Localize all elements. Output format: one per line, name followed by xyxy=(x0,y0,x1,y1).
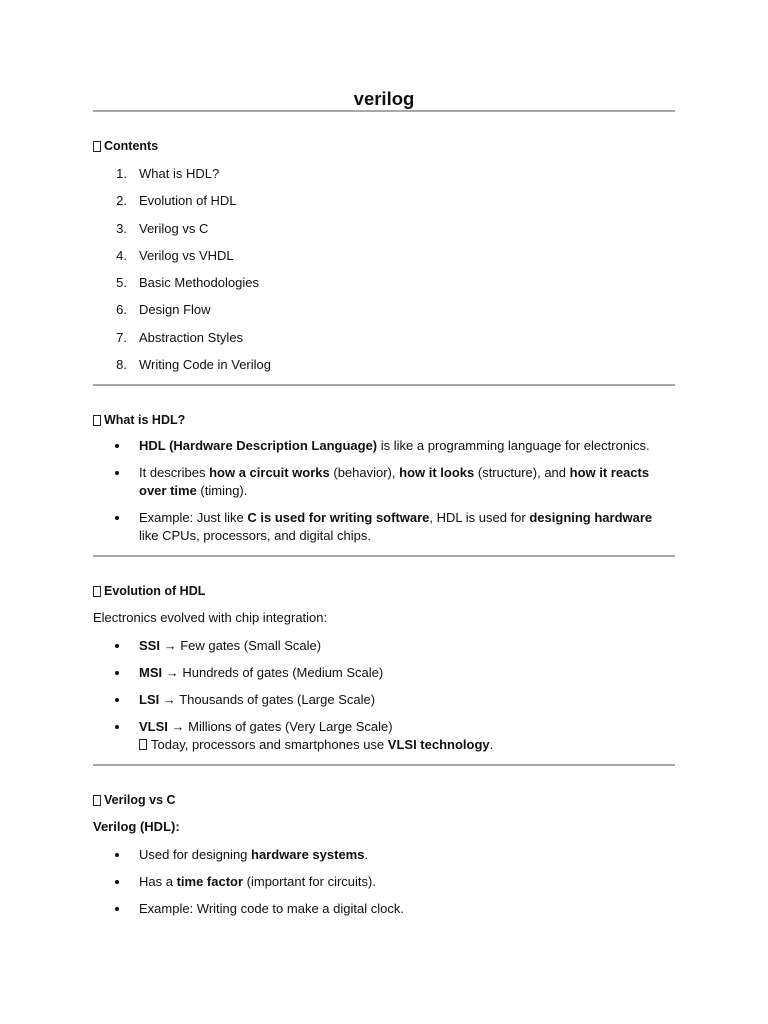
contents-item-number: 5. xyxy=(116,275,127,291)
contents-list xyxy=(93,165,675,374)
bullet-icon xyxy=(115,698,119,702)
text-run: (behavior), xyxy=(329,465,400,481)
contents-item-number: 3. xyxy=(116,220,127,236)
text-run: (timing). xyxy=(196,483,248,499)
missing-glyph-icon xyxy=(93,586,101,597)
text-run: It describes xyxy=(139,465,210,481)
list-item xyxy=(93,637,675,655)
text-run: Example: Just like xyxy=(139,510,248,526)
contents-item-label: Basic Methodologies xyxy=(139,275,259,291)
text-run: . xyxy=(364,847,369,863)
bullet-icon xyxy=(115,516,119,520)
contents-item xyxy=(93,247,675,265)
text-run: is like a programming language for electronics. xyxy=(377,438,650,454)
contents-item xyxy=(93,356,675,374)
bold-text: how it looks xyxy=(399,465,475,481)
contents-item xyxy=(93,301,675,319)
contents-item-label: Writing Code in Verilog xyxy=(139,357,271,373)
bold-text: MSI xyxy=(139,665,163,681)
contents-item xyxy=(93,329,675,347)
contents-item-label: What is HDL? xyxy=(139,166,220,181)
what-is-hdl-heading-label: What is HDL? xyxy=(104,413,186,428)
contents-item xyxy=(93,220,675,238)
evolution-heading xyxy=(93,583,675,599)
bold-text: C is used for writing software xyxy=(247,510,430,526)
bold-text: time factor xyxy=(176,874,244,890)
contents-item-number: 7. xyxy=(116,329,127,345)
list-item xyxy=(93,437,675,455)
text-run: (structure), and xyxy=(474,465,570,481)
what-is-hdl-list xyxy=(93,437,675,545)
text-run: , HDL is used for xyxy=(429,510,530,526)
contents-item-label: Evolution of HDL xyxy=(139,193,237,209)
text-run: → Thousands of gates (Large Scale) xyxy=(159,692,376,708)
verilog-subheading: Verilog (HDL): xyxy=(93,819,180,835)
contents-heading-label: Contents xyxy=(104,139,159,153)
list-item xyxy=(93,464,675,500)
text-run: → Hundreds of gates (Medium Scale) xyxy=(162,665,384,681)
verilog-list xyxy=(93,846,675,918)
text-run: Has a xyxy=(139,874,177,890)
list-item xyxy=(93,846,675,864)
list-item xyxy=(93,718,675,754)
list-item xyxy=(93,509,675,545)
bullet-icon xyxy=(115,471,119,475)
section-divider xyxy=(93,764,675,766)
bullet-icon xyxy=(115,725,119,729)
contents-item-label: Verilog vs C xyxy=(139,220,209,236)
bold-text: SSI xyxy=(139,638,160,654)
document-title: verilog xyxy=(353,88,415,109)
missing-glyph-icon xyxy=(93,795,101,806)
verilog-vs-c-heading xyxy=(93,792,675,808)
bold-text: HDL (Hardware Description Language) xyxy=(139,438,378,454)
list-item xyxy=(93,900,675,918)
section-divider xyxy=(93,384,675,386)
contents-item-number: 4. xyxy=(116,247,127,263)
bold-text: designing hardware xyxy=(529,510,653,526)
contents-item-number: 8. xyxy=(116,357,127,373)
contents-heading xyxy=(93,138,675,154)
verilog-vs-c-heading-label: Verilog vs C xyxy=(104,793,176,808)
bold-text: how a circuit works xyxy=(209,465,330,481)
contents-item xyxy=(93,192,675,210)
text-run: → Few gates (Small Scale) xyxy=(159,638,322,654)
bold-text: LSI xyxy=(139,692,160,708)
bold-text: hardware systems xyxy=(251,847,365,863)
list-item xyxy=(93,664,675,682)
list-item xyxy=(93,691,675,709)
bullet-icon xyxy=(115,907,119,911)
document-page xyxy=(93,0,675,918)
bullet-icon xyxy=(115,880,119,884)
evolution-heading-label: Evolution of HDL xyxy=(104,584,206,599)
contents-item xyxy=(93,274,675,292)
contents-item-label: Design Flow xyxy=(139,302,211,318)
bold-text: how it reacts over time xyxy=(139,465,650,499)
contents-item xyxy=(93,165,675,183)
list-item xyxy=(93,873,675,891)
contents-item-number: 1. xyxy=(116,166,127,181)
contents-item-label: Verilog vs VHDL xyxy=(139,247,234,263)
missing-glyph-icon xyxy=(139,739,147,750)
text-run: Example: Writing code to make a digital clock. xyxy=(139,901,404,917)
evolution-list xyxy=(93,637,675,754)
text-run: like CPUs, processors, and digital chips. xyxy=(139,528,371,544)
missing-glyph-icon xyxy=(93,415,101,426)
contents-item-label: Abstraction Styles xyxy=(139,329,244,345)
contents-item-number: 6. xyxy=(116,302,127,318)
bullet-icon xyxy=(115,671,119,675)
bullet-icon xyxy=(115,444,119,448)
missing-glyph-icon xyxy=(93,141,101,152)
text-run: → Millions of gates (Very Large Scale) xyxy=(167,719,393,735)
text-run: (important for circuits). xyxy=(243,874,376,890)
bullet-icon xyxy=(115,853,119,857)
contents-item-number: 2. xyxy=(116,193,127,209)
evolution-intro: Electronics evolved with chip integration: xyxy=(93,610,328,626)
section-divider xyxy=(93,555,675,557)
bold-text: VLSI xyxy=(139,719,168,735)
text-run: . xyxy=(489,737,494,753)
text-run: Today, processors and smartphones use xyxy=(151,737,388,753)
bullet-icon xyxy=(115,644,119,648)
title-divider xyxy=(93,110,675,112)
bold-text: VLSI technology xyxy=(387,737,490,753)
what-is-hdl-heading xyxy=(93,412,675,428)
text-run: Used for designing xyxy=(139,847,252,863)
